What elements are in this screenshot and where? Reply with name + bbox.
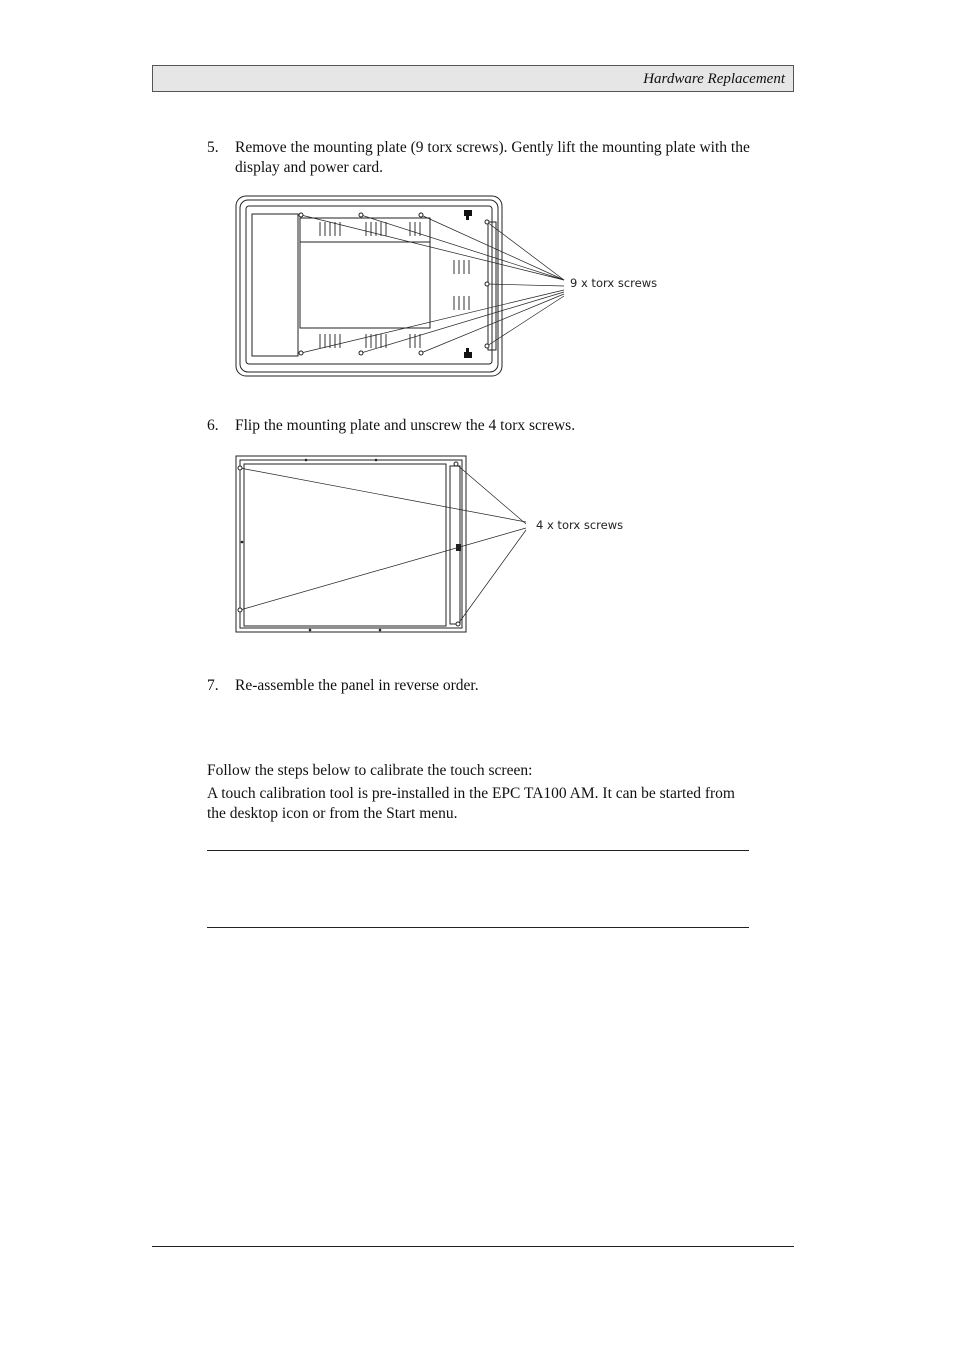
running-header <box>152 65 794 92</box>
flipped-plate-figure <box>230 452 650 636</box>
calibration-tool-text: A touch calibration tool is pre-installed in the EPC TA100 AM. It can be started from the desktop icon or from the Start menu. <box>207 785 735 822</box>
mounting-plate-figure <box>230 190 670 382</box>
calibration-intro: Follow the steps below to calibrate the touch screen: <box>207 762 533 779</box>
screws-callout-label: 4 x torx screws <box>536 518 624 532</box>
screws-callout-label: 9 x torx screws <box>570 276 658 290</box>
step-number: 7. <box>207 677 219 694</box>
note-bottom-rule <box>207 927 749 928</box>
step-number: 6. <box>207 417 219 434</box>
step-7 <box>207 676 767 696</box>
note-top-rule <box>207 850 749 851</box>
header-title: Hardware Replacement <box>643 71 785 87</box>
step-6 <box>207 416 767 436</box>
footer-rule <box>152 1246 794 1247</box>
step-5 <box>207 138 767 178</box>
step-text: Remove the mounting plate (9 torx screws). Gently lift the mounting plate with the display and power card. <box>235 139 750 176</box>
step-number: 5. <box>207 139 219 156</box>
step-text: Re-assemble the panel in reverse order. <box>235 677 479 694</box>
step-text: Flip the mounting plate and unscrew the 4 torx screws. <box>235 417 576 434</box>
